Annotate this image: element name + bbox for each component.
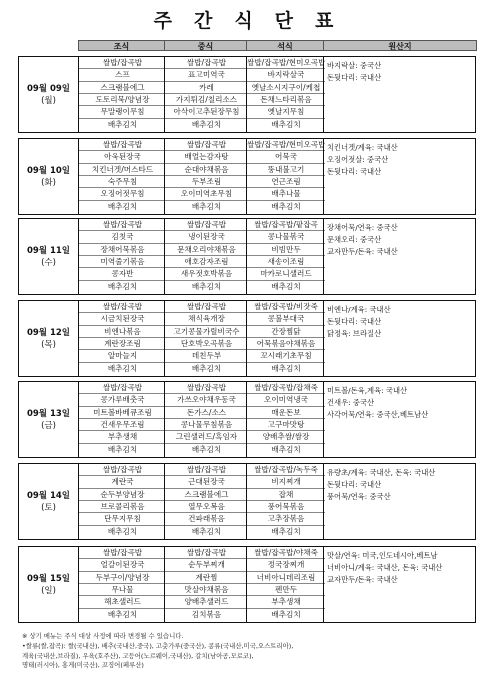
lunch-column [164, 464, 248, 539]
menu-item: 그린샐러드/흑임자 [165, 431, 248, 443]
dinner-column [246, 547, 325, 622]
menu-item: 쌀밥/잡곡밥/녹두죽 [247, 464, 325, 476]
menu-item: 알마늘지 [79, 350, 166, 362]
day-date [19, 139, 78, 214]
menu-item: 콩나물무침볶음 [165, 419, 248, 431]
menu-item: 쌀밥/잡곡밥 [79, 139, 166, 151]
menu-item: 부추생채 [79, 431, 166, 443]
lunch-column [164, 139, 248, 214]
menu-item: 돈가스/소스 [165, 407, 248, 419]
menu-item: 쌀밥/잡곡밥 [165, 382, 248, 394]
menu-item: 뚱내불고기 [247, 164, 325, 176]
date-label: 09월 15일 [26, 573, 71, 584]
menu-item: 단무지무침 [79, 513, 166, 525]
menu-item: 배추김치 [107, 609, 138, 619]
origin-line: 치킨너겟/계육: 국내산 [327, 143, 398, 152]
origin-column [323, 382, 475, 457]
menu-item: 쌀밥/잡곡밥 [165, 219, 248, 231]
weekday-label: (토) [41, 502, 56, 513]
menu-item: 배추김치 [107, 119, 138, 129]
menu-item: 고추장볶음 [247, 513, 325, 525]
menu-item: 미역줄기볶음 [79, 256, 166, 268]
menu-item: 바지락살국 [247, 69, 325, 81]
menu-item: 쌀밥/잡곡밥/잡채죽 [247, 382, 325, 394]
breakfast-column [78, 219, 166, 294]
menu-item: 도토리묵/양념장 [79, 94, 166, 106]
day-block [18, 218, 476, 295]
origin-list [324, 139, 398, 178]
weekday-label: (월) [41, 95, 56, 106]
origin-list [324, 219, 398, 258]
menu-item: 쌀밥/잡곡밥 [165, 464, 248, 476]
menu-item: 순대야채볶음 [165, 164, 248, 176]
date-label: 09월 10일 [26, 165, 71, 176]
menu-item: 꼬시래기초무침 [247, 350, 325, 362]
menu-item: 오이미역초무침 [165, 188, 248, 200]
menu-item: 어묵국 [247, 151, 325, 163]
menu-item: 스프 [79, 69, 166, 81]
weekday-label: (일) [41, 585, 56, 596]
header-dinner: 석식 [246, 40, 324, 51]
menu-item: 콩불부대국 [247, 313, 325, 325]
day-date [19, 57, 78, 132]
menu-item: 배추김치 [107, 363, 138, 373]
origin-line: 교자만두/돈육: 국내산 [327, 247, 398, 256]
origin-column [323, 219, 475, 294]
menu-item: 두부조림 [165, 176, 248, 188]
menu-item: 시금치된장국 [79, 313, 166, 325]
menu-item: 펜만두 [247, 584, 325, 596]
origin-line: 문채오리: 중국산 [327, 235, 382, 244]
note-line: 계육(국내산,브라질), 우육(호주산), 고등어(노르웨이,국내산), 갈치(남아공,모로코), [22, 651, 254, 660]
menu-item: 양배추쌈/쌈장 [247, 431, 325, 443]
breakfast-column [78, 464, 166, 539]
menu-item: 계란장조림 [79, 338, 166, 350]
day-date [19, 219, 78, 294]
note-line: ※ 상기 메뉴는 주식 대상 사정에 따라 변경될 수 있습니다. [22, 632, 184, 640]
menu-item: 양배추샐러드 [165, 596, 248, 608]
menu-item: 콩가루배춧국 [79, 394, 166, 406]
menu-item: 배추김치 [191, 526, 222, 536]
origin-line: 사각어묵/연육: 중국산,베트남산 [327, 410, 429, 419]
menu-item: 브로콜리볶음 [79, 501, 166, 513]
weekday-label: (목) [41, 339, 56, 350]
menu-item: 오징어젓무침 [79, 188, 166, 200]
menu-item: 배추김치 [271, 444, 301, 454]
breakfast-column [78, 547, 166, 622]
day-block [18, 546, 476, 623]
origin-line: 돈뒷다리: 국내산 [327, 480, 382, 489]
breakfast-column [78, 301, 166, 376]
menu-item: 김치볶음 [191, 609, 222, 619]
menu-item: 배추김치 [271, 363, 301, 373]
notes [22, 632, 482, 671]
menu-item: 고기콩물가릴비국수 [165, 326, 248, 338]
menu-item: 쌀밥/잡곡밥/현미오곡밥 [247, 139, 325, 151]
lunch-column [164, 547, 248, 622]
menu-item: 해초샐러드 [79, 596, 166, 608]
menu-item: 너비아니데리조림 [247, 572, 325, 584]
menu-item: 쌀밥/잡곡밥 [79, 382, 166, 394]
date-label: 09월 11일 [26, 245, 71, 256]
menu-item: 새송이조림 [247, 256, 325, 268]
menu-item: 두부구이/양념장 [79, 572, 166, 584]
breakfast-column [78, 382, 166, 457]
menu-item: 아욱된장국 [79, 151, 166, 163]
menu-item: 쌀밥/잡곡밥/비잣죽 [247, 301, 325, 313]
menu-item: 아삭이고추된장무침 [165, 106, 248, 118]
menu-item: 열무오복음 [165, 501, 248, 513]
menu-item: 가지튀김/칠리소스 [165, 94, 248, 106]
menu-item: 데친두부 [165, 350, 248, 362]
menu-item: 풍어묵볶음 [247, 501, 325, 513]
menu-item: 새우젓호박볶음 [165, 268, 248, 280]
menu-item: 쌀밥/잡곡밥 [165, 547, 248, 559]
menu-item: 배추김치 [191, 119, 222, 129]
menu-item: 비지찌개 [247, 476, 325, 488]
header-origin: 원산지 [323, 40, 477, 51]
origin-line: 풍어묵/연육: 중국산 [327, 492, 391, 501]
weekday-label: (금) [41, 420, 56, 431]
day-block [18, 56, 476, 133]
dinner-column [246, 57, 325, 132]
menu-item: 맛살야채볶음 [165, 584, 248, 596]
dinner-column [246, 464, 325, 539]
menu-item: 비빔만두 [247, 244, 325, 256]
day-date [19, 464, 78, 539]
menu-item: 계란국 [79, 476, 166, 488]
origin-line: 바지락살: 중국산 [327, 61, 382, 70]
menu-item: 배추김치 [191, 444, 222, 454]
menu-item: 채식육개장 [165, 313, 248, 325]
menu-item: 단호박오곡볶음 [165, 338, 248, 350]
breakfast-column [78, 139, 166, 214]
origin-line: 교자만두/돈육: 국내산 [327, 575, 398, 584]
menu-item: 쌀밥/잡곡밥 [79, 547, 166, 559]
origin-line: 돈뒷다리: 국내산 [327, 167, 382, 176]
origin-line: 유량초/계육: 국내산, 돈육: 국내산 [327, 468, 436, 477]
origin-list [324, 301, 391, 340]
day-block [18, 381, 476, 458]
menu-item: 표고미역국 [165, 69, 248, 81]
lunch-column [164, 219, 248, 294]
origin-column [323, 547, 475, 622]
menu-item: 쌀밥/잡곡밥/팥잡곡 [247, 219, 325, 231]
menu-item: 콩자반 [79, 268, 166, 280]
menu-item: 배추김치 [107, 444, 138, 454]
origin-line: 맛살/연육: 미국,인도네시아,베트남 [327, 551, 438, 560]
origin-line: 장채어묵/연육: 중국산 [327, 223, 398, 232]
menu-item: 배추김치 [107, 281, 138, 291]
menu-item: 카레 [165, 82, 248, 94]
menu-item: 배추김치 [107, 201, 138, 211]
weekday-label: (수) [41, 257, 56, 268]
origin-line: 비엔나/계육: 국내산 [327, 305, 391, 314]
menu-item: 배추김치 [191, 201, 222, 211]
menu-item: 배추김치 [107, 526, 138, 536]
menu-item: 부추생채 [247, 596, 325, 608]
menu-item: 냉이된장국 [165, 231, 248, 243]
origin-line: 미트볼/돈육,계육: 국내산 [327, 386, 408, 395]
menu-item: 가쓰오야채우동국 [165, 394, 248, 406]
menu-item: 배추나물 [247, 188, 325, 200]
menu-item: 무나물 [79, 584, 166, 596]
menu-item: 배추김치 [271, 201, 301, 211]
menu-item: 미트볼바베큐조림 [79, 407, 166, 419]
menu-item: 옛날소시지구이/케첩 [247, 82, 325, 94]
menu-item: 쌀밥/잡곡밥 [79, 219, 166, 231]
origin-line: 돈뒷다리: 국내산 [327, 317, 382, 326]
menu-item: 숙주무침 [79, 176, 166, 188]
menu-item: 콩나물볶국 [247, 231, 325, 243]
origin-line: 너비아니/계육: 국내산, 돈육: 국내산 [327, 563, 443, 572]
dinner-column [246, 382, 325, 457]
origin-list [324, 57, 381, 84]
menu-item: 배얼는감자탕 [165, 151, 248, 163]
menu-item: 쌀밥/잡곡밥 [165, 139, 248, 151]
menu-item: 정국장찌개 [247, 559, 325, 571]
menu-item: 건새우무조림 [79, 419, 166, 431]
menu-item: 쌀밥/잡곡밥 [165, 301, 248, 313]
menu-item: 잡채 [247, 489, 325, 501]
origin-list [324, 382, 428, 421]
menu-item: 문채오리야채볶음 [165, 244, 248, 256]
menu-item: 스크램블에그 [165, 489, 248, 501]
origin-column [323, 139, 475, 214]
day-date [19, 382, 78, 457]
menu-item: 배추김치 [191, 281, 222, 291]
origin-line: 닭정육: 브라질산 [327, 329, 382, 338]
date-label: 09월 14일 [26, 490, 71, 501]
menu-item: 연근조림 [247, 176, 325, 188]
origin-line: 건새우: 중국산 [327, 398, 375, 407]
dinner-column [246, 139, 325, 214]
menu-item: 배추김치 [271, 281, 301, 291]
lunch-column [164, 57, 248, 132]
origin-line: 돈뒷다리: 국내산 [327, 73, 382, 82]
menu-item: 무말랭이무침 [79, 106, 166, 118]
lunch-column [164, 301, 248, 376]
menu-item: 돈채느타리볶음 [247, 94, 325, 106]
menu-item: 배추김치 [271, 609, 301, 619]
header-breakfast: 조식 [78, 40, 165, 51]
menu-item: 김칫국 [79, 231, 166, 243]
header-lunch: 중식 [164, 40, 247, 51]
menu-item: 건파래볶음 [165, 513, 248, 525]
menu-item: 배추김치 [271, 526, 301, 536]
menu-item: 순두부찌개 [165, 559, 248, 571]
origin-line: 오징어젓살: 중국산 [327, 155, 389, 164]
menu-item: 스크램블에그 [79, 82, 166, 94]
origin-column [323, 464, 475, 539]
day-block [18, 138, 476, 215]
menu-item: 배추김치 [191, 363, 222, 373]
menu-item: 쌀밥/잡곡밥 [79, 464, 166, 476]
page-title: 주간식단표 [153, 10, 356, 32]
origin-column [323, 57, 475, 132]
menu-item: 마카로니샐러드 [247, 268, 325, 280]
menu-item: 어묵볶음야채볶음 [247, 338, 325, 350]
lunch-column [164, 382, 248, 457]
menu-item: 쌀밥/잡곡밥/야채죽 [247, 547, 325, 559]
menu-item: 근대된장국 [165, 476, 248, 488]
date-label: 09월 13일 [26, 408, 71, 419]
dinner-column [246, 301, 325, 376]
day-block [18, 300, 476, 377]
origin-list [324, 547, 442, 586]
menu-item: 비엔나볶음 [79, 326, 166, 338]
dinner-column [246, 219, 325, 294]
day-block [18, 463, 476, 540]
date-label: 09월 09일 [26, 83, 71, 94]
menu-item: 간장찜닭 [247, 326, 325, 338]
origin-column [323, 301, 475, 376]
breakfast-column [78, 57, 166, 132]
note-line: 명태(러시아), 홍게(미국산), 꼬징어(페루산) [22, 661, 144, 670]
day-date [19, 547, 78, 622]
note-line: •쌀류(쌀,잡곡): 쌀(국내산), 배추(국내산,중국), 고춧가루(중국산), 콩류(국내산,미국,오스트리아), [22, 641, 294, 650]
menu-item: 치킨너겟/머스타드 [79, 164, 166, 176]
menu-item: 쌀밥/잡곡밥 [79, 301, 166, 313]
date-label: 09월 12일 [26, 327, 71, 338]
menu-item: 고구마맛탕 [247, 419, 325, 431]
menu-item: 애호감자조림 [165, 256, 248, 268]
menu-item: 쌀밥/잡곡밥/현미오곡밥 [247, 57, 325, 69]
menu-item: 순두부양념장 [79, 489, 166, 501]
menu-item: 얼갈이된장국 [79, 559, 166, 571]
menu-item: 쌀밥/잡곡밥 [165, 57, 248, 69]
menu-item: 쌀밥/잡곡밥 [79, 57, 166, 69]
menu-item: 배추김치 [271, 119, 301, 129]
menu-item: 오이미역냉국 [247, 394, 325, 406]
menu-item: 매운돈보 [247, 407, 325, 419]
menu-item: 장채어묵볶음 [79, 244, 166, 256]
weekday-label: (화) [41, 177, 56, 188]
origin-list [324, 464, 435, 503]
day-date [19, 301, 78, 376]
menu-item: 옛날지무침 [247, 106, 325, 118]
menu-item: 계란찜 [165, 572, 248, 584]
